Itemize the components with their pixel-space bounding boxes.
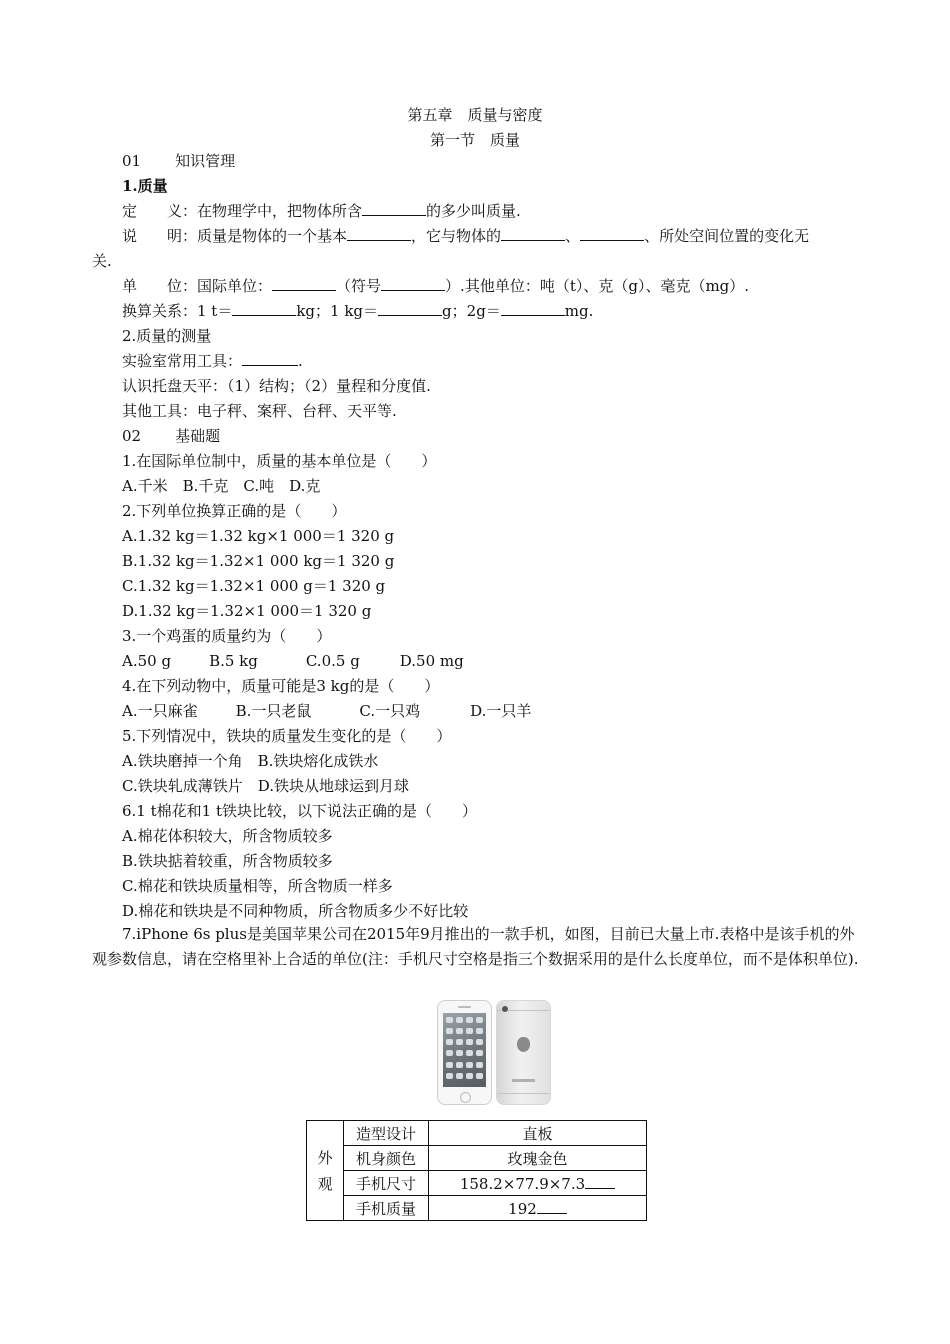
question-5-options-cd: C.铁块轧成薄铁片 D.铁块从地球运到月球 [122,777,409,795]
table-row [307,1121,647,1146]
group-label: 外观 [317,1148,333,1193]
question-2-option-d: D.1.32 kg＝1.32×1 000＝1 320 g [122,602,372,620]
section-title: 第一节 质量 [429,131,520,149]
row-label: 手机质量 [344,1196,429,1221]
explanation-line [122,225,809,247]
unit-text: ）.其他单位：吨（t）、克（g）、毫克（mg）. [445,277,750,295]
part-name: 知识管理 [175,152,236,170]
iphone-figure [437,1000,549,1104]
fill-blank[interactable] [232,301,296,316]
part-name: 基础题 [175,427,221,445]
definition-line [122,200,521,222]
explanation-text: 、所处空间位置的变化无 [644,227,810,245]
question-1-stem: 1.在国际单位制中，质量的基本单位是（ ） [122,452,437,470]
spec-table [306,1120,647,1221]
fill-blank[interactable] [242,351,298,366]
option-a: A.50 g [122,652,172,670]
table-row [307,1196,647,1221]
phone-screen [443,1013,486,1087]
conversion-line [122,300,593,322]
fill-blank[interactable] [362,201,426,216]
explanation-text: ，它与物体的 [411,227,502,245]
question-6-option-b: B.铁块掂着较重，所含物质较多 [122,852,333,870]
phone-front-image [437,1000,492,1105]
row-label: 机身颜色 [344,1146,429,1171]
unit-blank[interactable] [537,1199,567,1214]
question-6-option-a: A.棉花体积较大，所含物质较多 [122,827,333,845]
question-6-option-d: D.棉花和铁块是不同种物质，所含物质多少不好比较 [122,902,469,920]
question-2-option-b: B.1.32 kg＝1.32×1 000 kg＝1 320 g [122,552,395,570]
topic-heading-mass: 1.质量 [122,177,168,195]
row-label: 手机尺寸 [344,1171,429,1196]
topic-heading-measurement: 2.质量的测量 [122,327,212,345]
fill-blank[interactable] [381,276,445,291]
option-c: C.一只鸡 [359,702,421,720]
row-value: 玫瑰金色 [429,1146,647,1171]
question-6-option-c: C.棉花和铁块质量相等，所含物质一样多 [122,877,393,895]
unit-text: 国际单位： [197,277,273,295]
chapter-title: 第五章 质量与密度 [407,106,543,124]
fill-blank[interactable] [580,226,644,241]
part-number: 01 [122,152,142,170]
explanation-label: 说 明： [122,227,198,245]
question-2-option-c: C.1.32 kg＝1.32×1 000 g＝1 320 g [122,577,386,595]
option-c: C.0.5 g [305,652,360,670]
lab-tool-line [122,350,303,372]
mass-value: 192 [508,1199,537,1218]
fill-blank[interactable] [501,226,565,241]
fill-blank[interactable] [347,226,411,241]
size-value: 158.2×77.9×7.3 [459,1174,586,1193]
question-1-options: A.千米 B.千克 C.吨 D.克 [122,477,321,495]
apple-logo-icon [517,1037,530,1052]
unit-line [122,275,749,297]
question-5-stem: 5.下列情况中，铁块的质量发生变化的是（ ） [122,727,452,745]
conversion-text: g；2g＝ [442,302,501,320]
definition-text: 在物理学中，把物体所含 [197,202,363,220]
unit-label: 单 位： [122,277,198,295]
option-b: B.一只老鼠 [235,702,312,720]
question-3-options [122,650,464,672]
question-4-options [122,700,531,722]
camera-icon [502,1006,508,1012]
home-button-icon [460,1092,471,1103]
table-row [307,1171,647,1196]
definition-label: 定 义： [122,202,198,220]
conversion-text: mg. [564,302,594,320]
fill-blank[interactable] [378,301,442,316]
unit-text: （符号 [336,277,382,295]
explanation-line-end: 关. [92,252,112,270]
balance-line: 认识托盘天平：（1）结构；（2）量程和分度值. [122,377,431,395]
other-tools-line: 其他工具：电子秤、案秤、台秤、天平等. [122,402,397,420]
explanation-text: 质量是物体的一个基本 [197,227,348,245]
lab-tool-text: 实验室常用工具： [122,352,243,370]
fill-blank[interactable] [272,276,336,291]
row-label: 造型设计 [344,1121,429,1146]
table-row [307,1146,647,1171]
question-6-stem: 6.1 t棉花和1 t铁块比较，以下说法正确的是（ ） [122,802,477,820]
question-7-stem: 7.iPhone 6s plus是美国苹果公司在2015年9月推出的一款手机，如图，目前已大量上市.表格中是该手机的外观参数信息，请在空格里补上合适的单位(注：手机尺寸空格是指三个数据采用的是什么长度单位，而不是体积单位). [92,925,859,968]
option-d: D.一只羊 [470,702,532,720]
question-2-stem: 2.下列单位换算正确的是（ ） [122,502,347,520]
part-heading-basic [122,425,220,447]
part-number: 02 [122,427,142,445]
explanation-text: 、 [565,227,581,245]
row-value-with-blank [429,1171,647,1196]
question-5-options-ab: A.铁块磨掉一个角 B.铁块熔化成铁水 [122,752,379,770]
fill-blank[interactable] [501,301,565,316]
row-value-with-blank [429,1196,647,1221]
conversion-text: kg；1 kg＝ [296,302,379,320]
conversion-text: 换算关系：1 t＝ [122,302,233,320]
question-3-stem: 3.一个鸡蛋的质量约为（ ） [122,627,332,645]
option-a: A.一只麻雀 [122,702,198,720]
row-value: 直板 [429,1121,647,1146]
unit-blank[interactable] [585,1174,615,1189]
option-b: B.5 kg [209,652,258,670]
option-d: D.50 mg [399,652,464,670]
lab-tool-text: . [298,352,303,370]
phone-back-image [496,1000,551,1105]
definition-text-end: 的多少叫质量. [426,202,521,220]
question-4-stem: 4.在下列动物中，质量可能是3 kg的是（ ） [122,677,440,695]
part-heading-knowledge [122,150,235,172]
question-2-option-a: A.1.32 kg＝1.32 kg×1 000＝1 320 g [122,527,395,545]
group-label-cell [307,1121,344,1221]
